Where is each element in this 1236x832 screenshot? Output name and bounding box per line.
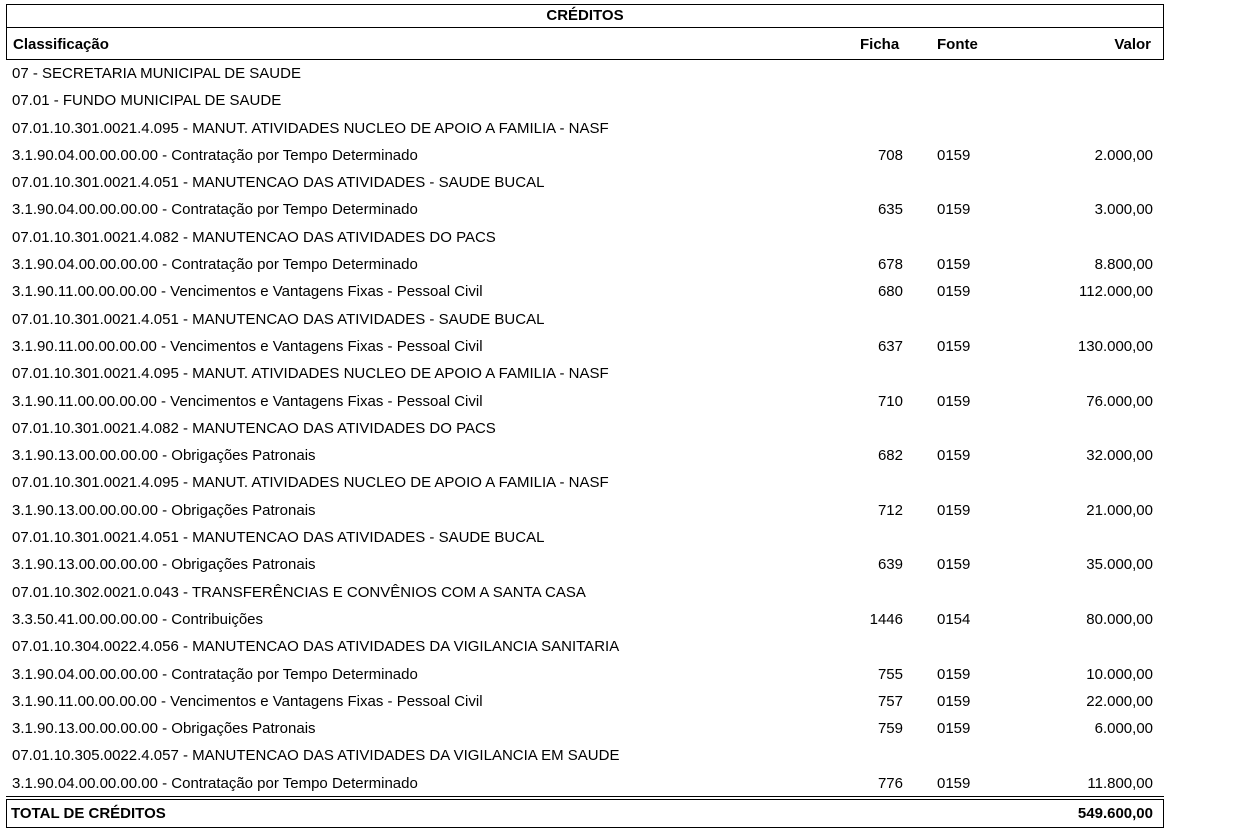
row-ficha: 639 — [877, 556, 903, 574]
table-row — [0, 442, 1236, 469]
row-classificacao: 07.01.10.302.0021.0.043 - TRANSFERÊNCIAS E CONVÊNIOS COM A SANTA CASA — [12, 583, 586, 601]
row-classificacao: 3.1.90.11.00.00.00.00 - Vencimentos e Vantagens Fixas - Pessoal Civil — [12, 692, 483, 710]
table-row — [0, 661, 1236, 688]
table-row — [0, 688, 1236, 715]
row-valor: 11.800,00 — [1087, 774, 1153, 792]
table-row — [0, 606, 1236, 633]
table-row — [0, 224, 1236, 251]
row-fonte: 0159 — [937, 256, 971, 274]
row-fonte: 0159 — [937, 774, 971, 792]
row-classificacao: 3.1.90.13.00.00.00.00 - Obrigações Patronais — [12, 556, 316, 574]
table-row — [0, 306, 1236, 333]
table-row — [0, 60, 1236, 87]
row-classificacao: 07.01.10.304.0022.4.056 - MANUTENCAO DAS ATIVIDADES DA VIGILANCIA SANITARIA — [12, 638, 620, 656]
row-classificacao: 3.1.90.04.00.00.00.00 - Contratação por Tempo Determinado — [12, 146, 418, 164]
row-valor: 2.000,00 — [1094, 146, 1153, 164]
row-classificacao: 3.1.90.13.00.00.00.00 - Obrigações Patronais — [12, 720, 316, 738]
row-valor: 32.000,00 — [1086, 447, 1153, 465]
row-classificacao: 07.01.10.301.0021.4.095 - MANUT. ATIVIDADES NUCLEO DE APOIO A FAMILIA - NASF — [12, 365, 609, 383]
column-header-valor: Valor — [1114, 36, 1151, 53]
row-ficha: 678 — [877, 256, 903, 274]
row-classificacao: 07.01.10.301.0021.4.051 - MANUTENCAO DAS ATIVIDADES - SAUDE BUCAL — [12, 529, 545, 547]
row-classificacao: 3.1.90.11.00.00.00.00 - Vencimentos e Vantagens Fixas - Pessoal Civil — [12, 337, 483, 355]
row-valor: 130.000,00 — [1077, 337, 1153, 355]
row-fonte: 0159 — [937, 283, 971, 301]
table-row — [0, 415, 1236, 442]
table-row — [0, 278, 1236, 305]
column-header-fonte: Fonte — [937, 36, 978, 53]
row-fonte: 0154 — [937, 610, 971, 628]
table-row — [0, 742, 1236, 769]
table-row — [0, 142, 1236, 169]
row-ficha: 708 — [877, 146, 903, 164]
row-fonte: 0159 — [937, 692, 971, 710]
table-row — [0, 633, 1236, 660]
row-valor: 3.000,00 — [1094, 201, 1153, 219]
column-header-classificacao: Classificação — [13, 36, 109, 53]
row-classificacao: 3.1.90.04.00.00.00.00 - Contratação por Tempo Determinado — [12, 665, 418, 683]
row-ficha: 712 — [877, 501, 903, 519]
table-row — [0, 469, 1236, 496]
credits-header — [6, 4, 1164, 60]
row-classificacao: 3.3.50.41.00.00.00.00 - Contribuições — [12, 610, 264, 628]
table-row — [0, 87, 1236, 114]
table-row — [0, 360, 1236, 387]
row-classificacao: 3.1.90.04.00.00.00.00 - Contratação por Tempo Determinado — [12, 201, 418, 219]
row-classificacao: 07.01.10.301.0021.4.082 - MANUTENCAO DAS ATIVIDADES DO PACS — [12, 228, 496, 246]
table-row — [0, 115, 1236, 142]
row-valor: 6.000,00 — [1094, 720, 1153, 738]
row-valor: 8.800,00 — [1094, 256, 1153, 274]
row-ficha: 757 — [877, 692, 903, 710]
row-classificacao: 07.01.10.301.0021.4.082 - MANUTENCAO DAS ATIVIDADES DO PACS — [12, 419, 496, 437]
table-row — [0, 524, 1236, 551]
row-fonte: 0159 — [937, 501, 971, 519]
table-row — [0, 497, 1236, 524]
row-fonte: 0159 — [937, 146, 971, 164]
table-row — [0, 196, 1236, 223]
table-row — [0, 333, 1236, 360]
credits-table-body — [0, 60, 1236, 797]
row-classificacao: 3.1.90.11.00.00.00.00 - Vencimentos e Vantagens Fixas - Pessoal Civil — [12, 283, 483, 301]
row-classificacao: 07.01 - FUNDO MUNICIPAL DE SAUDE — [12, 92, 282, 110]
row-valor: 76.000,00 — [1086, 392, 1153, 410]
column-header-ficha: Ficha — [860, 36, 900, 53]
row-ficha: 755 — [877, 665, 903, 683]
row-classificacao: 3.1.90.04.00.00.00.00 - Contratação por Tempo Determinado — [12, 774, 418, 792]
row-classificacao: 3.1.90.13.00.00.00.00 - Obrigações Patronais — [12, 501, 316, 519]
row-ficha: 776 — [877, 774, 903, 792]
row-ficha: 635 — [877, 201, 903, 219]
table-row — [0, 251, 1236, 278]
row-fonte: 0159 — [937, 556, 971, 574]
row-classificacao: 07.01.10.301.0021.4.051 - MANUTENCAO DAS ATIVIDADES - SAUDE BUCAL — [12, 174, 545, 192]
row-classificacao: 3.1.90.13.00.00.00.00 - Obrigações Patronais — [12, 447, 316, 465]
row-classificacao: 07.01.10.305.0022.4.057 - MANUTENCAO DAS ATIVIDADES DA VIGILANCIA EM SAUDE — [12, 747, 620, 765]
row-classificacao: 07.01.10.301.0021.4.095 - MANUT. ATIVIDADES NUCLEO DE APOIO A FAMILIA - NASF — [12, 474, 609, 492]
row-fonte: 0159 — [937, 665, 971, 683]
section-title: CRÉDITOS — [7, 5, 1163, 28]
total-row — [6, 799, 1164, 828]
total-separator — [6, 796, 1164, 797]
table-row — [0, 388, 1236, 415]
row-fonte: 0159 — [937, 720, 971, 738]
row-classificacao: 3.1.90.04.00.00.00.00 - Contratação por Tempo Determinado — [12, 256, 418, 274]
row-valor: 35.000,00 — [1086, 556, 1153, 574]
row-ficha: 710 — [877, 392, 903, 410]
table-row — [0, 551, 1236, 578]
row-fonte: 0159 — [937, 392, 971, 410]
table-row — [0, 169, 1236, 196]
table-row — [0, 715, 1236, 742]
row-classificacao: 3.1.90.11.00.00.00.00 - Vencimentos e Vantagens Fixas - Pessoal Civil — [12, 392, 483, 410]
table-row — [0, 579, 1236, 606]
row-classificacao: 07 - SECRETARIA MUNICIPAL DE SAUDE — [12, 65, 301, 82]
total-value: 549.600,00 — [1077, 805, 1153, 822]
row-valor: 80.000,00 — [1086, 610, 1153, 628]
row-fonte: 0159 — [937, 337, 971, 355]
row-fonte: 0159 — [937, 447, 971, 465]
row-valor: 112.000,00 — [1079, 283, 1153, 301]
row-ficha: 1446 — [869, 610, 903, 628]
total-label: TOTAL DE CRÉDITOS — [11, 805, 166, 822]
row-fonte: 0159 — [937, 201, 971, 219]
row-valor: 22.000,00 — [1086, 692, 1153, 710]
row-valor: 21.000,00 — [1086, 501, 1153, 519]
row-classificacao: 07.01.10.301.0021.4.051 - MANUTENCAO DAS ATIVIDADES - SAUDE BUCAL — [12, 310, 545, 328]
row-valor: 10.000,00 — [1086, 665, 1153, 683]
row-classificacao: 07.01.10.301.0021.4.095 - MANUT. ATIVIDADES NUCLEO DE APOIO A FAMILIA - NASF — [12, 119, 609, 137]
row-ficha: 682 — [877, 447, 903, 465]
row-ficha: 680 — [877, 283, 903, 301]
row-ficha: 759 — [877, 720, 903, 738]
row-ficha: 637 — [877, 337, 903, 355]
table-row — [0, 770, 1236, 797]
